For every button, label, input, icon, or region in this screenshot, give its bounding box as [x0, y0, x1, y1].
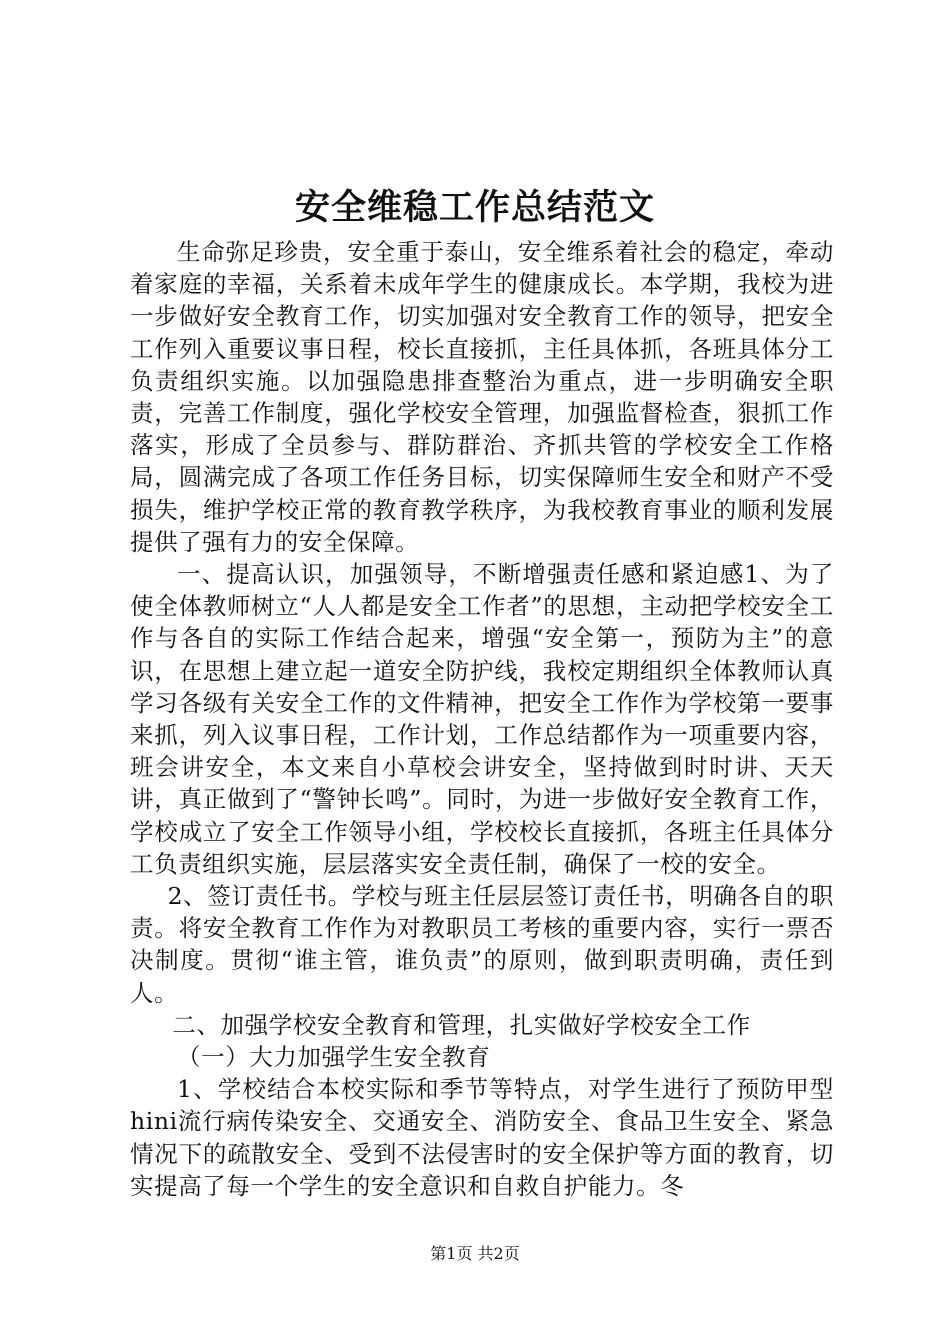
paragraph-safety-education: 1、学校结合本校实际和季节等特点，对学生进行了预防甲型hini流行病传染安全、交通安全、消防安全、食品卫生安全、紧急情况下的疏散安全、受到不法侵害时的安全保护等方面的教育，切实提高了每一个学生的安全意识和自救自护能力。冬 [130, 1075, 834, 1200]
document-body [130, 236, 834, 1202]
paragraph-responsibility: 2、签订责任书。学校与班主任层层签订责任书，明确各自的职责。将安全教育工作作为对教职员工考核的重要内容，实行一票否决制度。贯彻“谁主管，谁负责”的原则，做到职责明确，责任到人。 [130, 882, 834, 1007]
paragraph-section-one: 一、提高认识，加强领导，不断增强责任感和紧迫感1、为了使全体教师树立“人人都是安全工作者”的思想，主动把学校安全工作与各自的实际工作结合起来，增强“安全第一，预防为主”的意识，在思想上建立起一道安全防护线，我校定期组织全体教师认真学习各级有关安全工作的文件精神，把安全工作作为学校第一要事来抓，列入议事日程，工作计划，工作总结都作为一项重要内容，班会讲安全，本文来自小草校会讲安全，坚持做到时时讲、天天讲，真正做到了“警钟长鸣”。同时，为进一步做好安全教育工作，学校成立了安全工作领导小组，学校校长直接抓，各班主任具体分工负责组织实施，层层落实安全责任制，确保了一校的安全。 [130, 560, 834, 878]
document-title: 安全维稳工作总结范文 [294, 187, 655, 228]
page-footer: 第1页 共2页 [430, 1244, 520, 1263]
paragraph-section-two-heading: 二、加强学校安全教育和管理，扎实做好学校安全工作 [172, 1010, 751, 1039]
paragraph-subsection-heading: （一）大力加强学生安全教育 [177, 1043, 491, 1072]
paragraph-intro: 生命弥足珍贵，安全重于泰山，安全维系着社会的稳定，牵动着家庭的幸福，关系着未成年学生的健康成长。本学期，我校为进一步做好安全教育工作，切实加强对安全教育工作的领导，把安全工作列入重要议事日程，校长直接抓，主任具体抓，各班具体分工负责组织实施。以加强隐患排查整治为重点，进一步明确安全职责，完善工作制度，强化学校安全管理，加强监督检查，狠抓工作落实，形成了全员参与、群防群治、齐抓共管的学校安全工作格局，圆满完成了各项工作任务目标，切实保障师生安全和财产不受损失，维护学校正常的教育教学秩序，为我校教育事业的顺利发展提供了强有力的安全保障。 [130, 238, 834, 556]
